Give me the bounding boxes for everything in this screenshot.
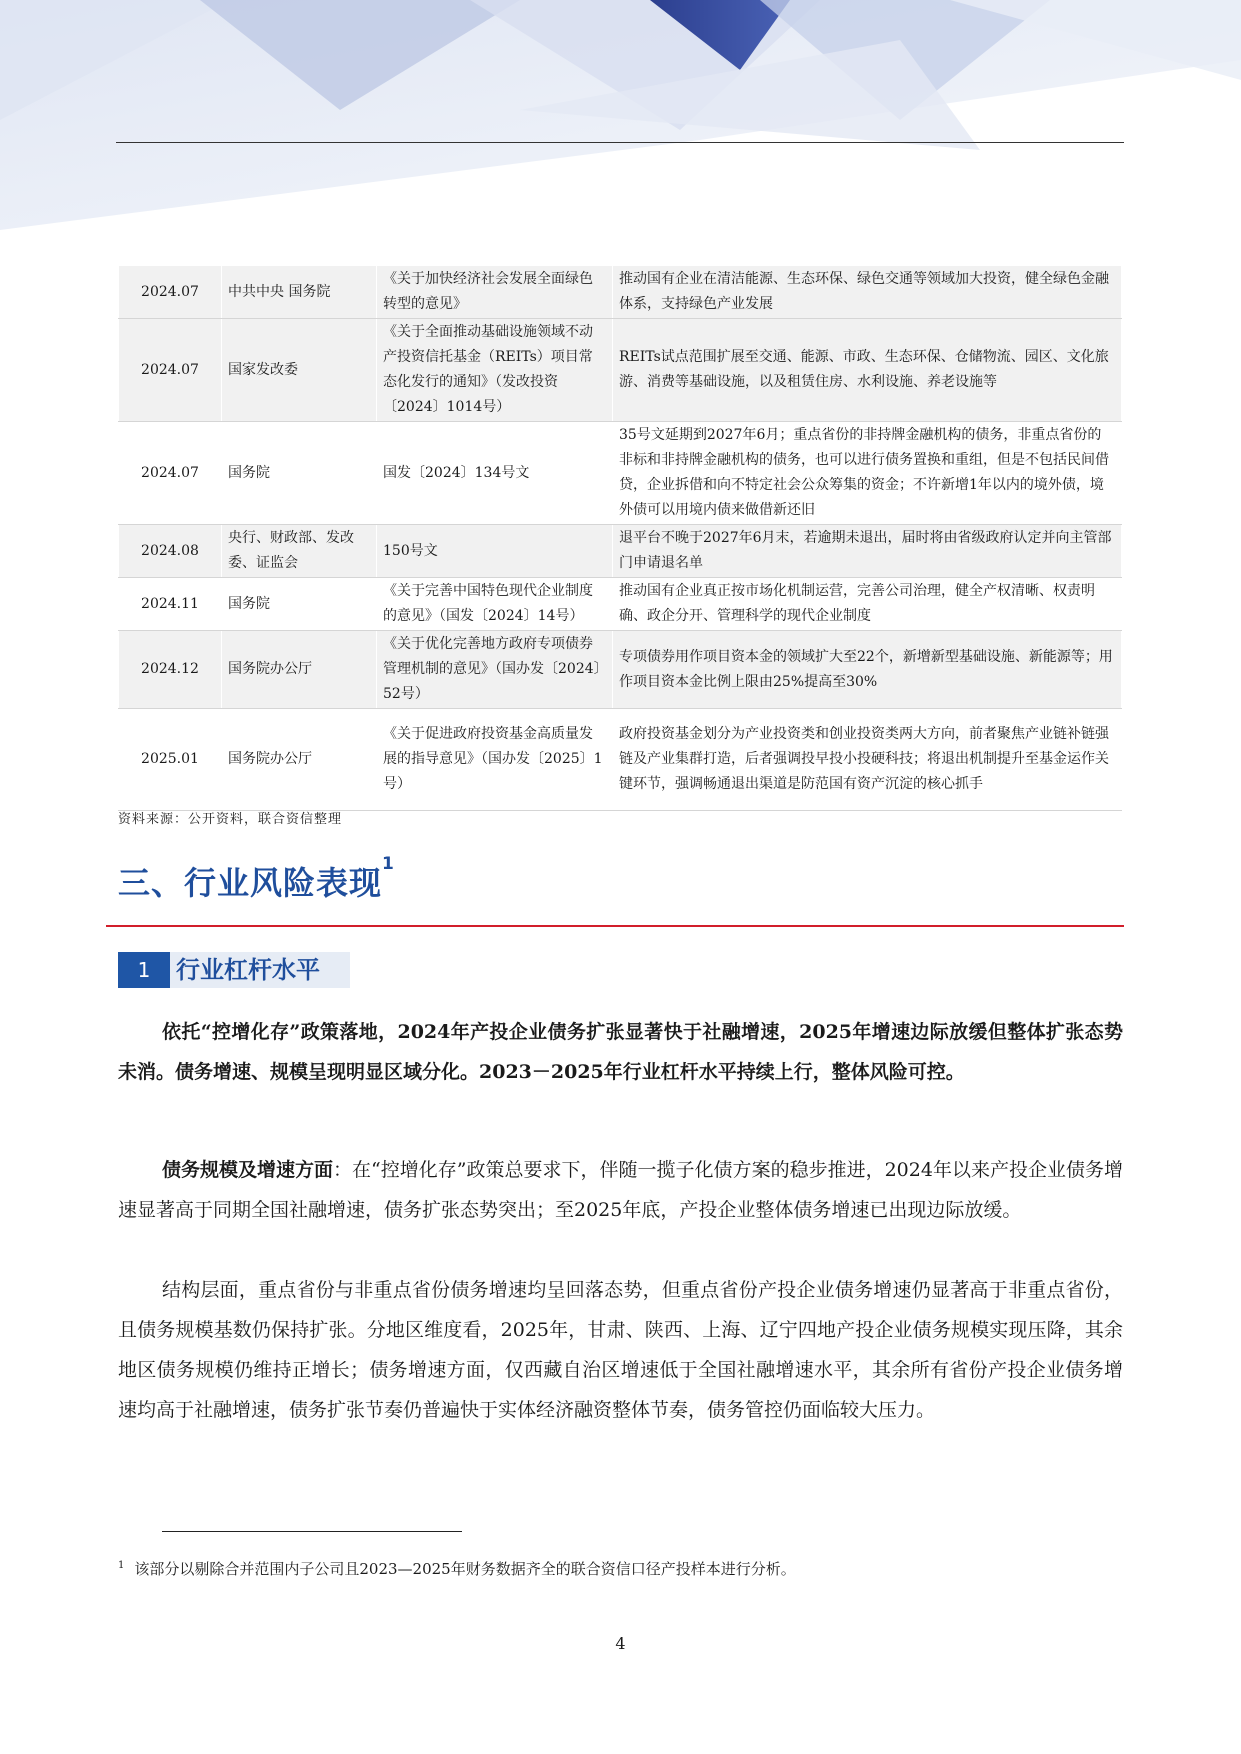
cell-doc: 《关于加快经济社会发展全面绿色转型的意见》 — [377, 266, 613, 319]
cell-content: 政府投资基金划分为产业投资类和创业投资类两大方向，前者聚焦产业链补链强链及产业集群打造，后者强调投早投小投硬科技；将退出机制提升至基金运作关键环节，强调畅通退出渠道是防范国有资产沉淀的核心抓手 — [613, 709, 1122, 811]
cell-content: 专项债券用作项目资本金的领域扩大至22个，新增新型基础设施、新能源等；用作项目资本金比例上限由25%提高至30% — [613, 631, 1122, 709]
table-row — [119, 422, 1122, 525]
cell-content: 推动国有企业真正按市场化机制运营，完善公司治理，健全产权清晰、权责明确、政企分开、管理科学的现代企业制度 — [613, 578, 1122, 631]
cell-date: 2024.12 — [119, 631, 222, 709]
section-title — [118, 854, 395, 904]
cell-org: 国务院办公厅 — [222, 631, 377, 709]
paragraph-text: ：在“控增化存”政策总要求下，伴随一揽子化债方案的稳步推进，2024年以来产投企业债务增速显著高于同期全国社融增速，债务扩张态势突出；至2025年底，产投企业整体债务增速已出现边际放缓。 — [118, 1159, 1123, 1221]
cell-doc: 《关于完善中国特色现代企业制度的意见》（国发〔2024〕14号） — [377, 578, 613, 631]
cell-date: 2024.08 — [119, 525, 222, 578]
cell-content: 退平台不晚于2027年6月末，若逾期未退出，届时将由省级政府认定并向主管部门申请退名单 — [613, 525, 1122, 578]
cell-content: REITs试点范围扩展至交通、能源、市政、生态环保、仓储物流、园区、文化旅游、消费等基础设施，以及租赁住房、水利设施、养老设施等 — [613, 319, 1122, 422]
cell-doc: 150号文 — [377, 525, 613, 578]
table-row — [119, 525, 1122, 578]
cell-doc: 《关于优化完善地方政府专项债券管理机制的意见》（国办发〔2024〕52号） — [377, 631, 613, 709]
page-number: 4 — [615, 1634, 626, 1653]
table-row — [119, 578, 1122, 631]
footnote — [118, 1558, 796, 1579]
cell-org: 国务院 — [222, 422, 377, 525]
cell-date: 2024.07 — [119, 319, 222, 422]
table-row — [119, 319, 1122, 422]
cell-date: 2024.07 — [119, 266, 222, 319]
header-rule — [116, 142, 1124, 143]
cell-date: 2024.11 — [119, 578, 222, 631]
cell-org: 国家发改委 — [222, 319, 377, 422]
cell-doc: 《关于促进政府投资基金高质量发展的指导意见》（国办发〔2025〕1号） — [377, 709, 613, 811]
cell-content: 35号文延期到2027年6月；重点省份的非持牌金融机构的债务，非重点省份的非标和非持牌金融机构的债务，也可以进行债务置换和重组，但是不包括民间借贷，企业拆借和向不特定社会公众筹集的资金；不许新增1年以内的境外债，境外债可以用境内债来做借新还旧 — [613, 422, 1122, 525]
footnote-ref: 1 — [382, 854, 395, 874]
footnote-mark: 1 — [118, 1560, 125, 1571]
cell-date: 2025.01 — [119, 709, 222, 811]
table-row — [119, 266, 1122, 319]
footnote-rule — [162, 1531, 462, 1532]
policy-table — [118, 265, 1122, 811]
footnote-text: 该部分以剔除合并范围内子公司且2023—2025年财务数据齐全的联合资信口径产投样本进行分析。 — [134, 1560, 796, 1578]
cell-doc: 《关于全面推动基础设施领域不动产投资信托基金（REITs）项目常态化发行的通知》（发改投资〔2024〕1014号） — [377, 319, 613, 422]
paragraph-lead: 债务规模及增速方面 — [162, 1159, 334, 1181]
cell-date: 2024.07 — [119, 422, 222, 525]
table-row — [119, 631, 1122, 709]
body-paragraph — [118, 1150, 1123, 1230]
subsection-number: 1 — [118, 952, 170, 988]
cell-org: 央行、财政部、发改委、证监会 — [222, 525, 377, 578]
cell-org: 国务院办公厅 — [222, 709, 377, 811]
subsection-title: 行业杠杆水平 — [170, 952, 350, 988]
cell-content: 推动国有企业在清洁能源、生态环保、绿色交通等领域加大投资，健全绿色金融体系，支持绿色产业发展 — [613, 266, 1122, 319]
body-paragraph: 结构层面，重点省份与非重点省份债务增速均呈回落态势，但重点省份产投企业债务增速仍显著高于非重点省份，且债务规模基数仍保持扩张。分地区维度看，2025年，甘肃、陕西、上海、辽宁四地产投企业债务规模实现压降，其余地区债务规模仍维持正增长；债务增速方面，仅西藏自治区增速低于全国社融增速水平，其余所有省份产投企业债务增速均高于社融增速，债务扩张节奏仍普遍快于实体经济融资整体节奏，债务管控仍面临较大压力。 — [118, 1279, 1123, 1421]
summary-paragraph: 依托“控增化存”政策落地，2024年产投企业债务扩张显著快于社融增速，2025年增速边际放缓但整体扩张态势未消。债务增速、规模呈现明显区域分化。2023－2025年行业杠杆水平持续上行，整体风险可控。 — [118, 1021, 1123, 1083]
section-title-text: 三、行业风险表现 — [118, 864, 383, 902]
cell-doc: 国发〔2024〕134号文 — [377, 422, 613, 525]
section-divider — [106, 925, 1124, 927]
table-row — [119, 709, 1122, 811]
cell-org: 国务院 — [222, 578, 377, 631]
cell-org: 中共中央 国务院 — [222, 266, 377, 319]
source-note: 资料来源：公开资料，联合资信整理 — [118, 812, 343, 827]
header-decoration — [0, 0, 1241, 230]
